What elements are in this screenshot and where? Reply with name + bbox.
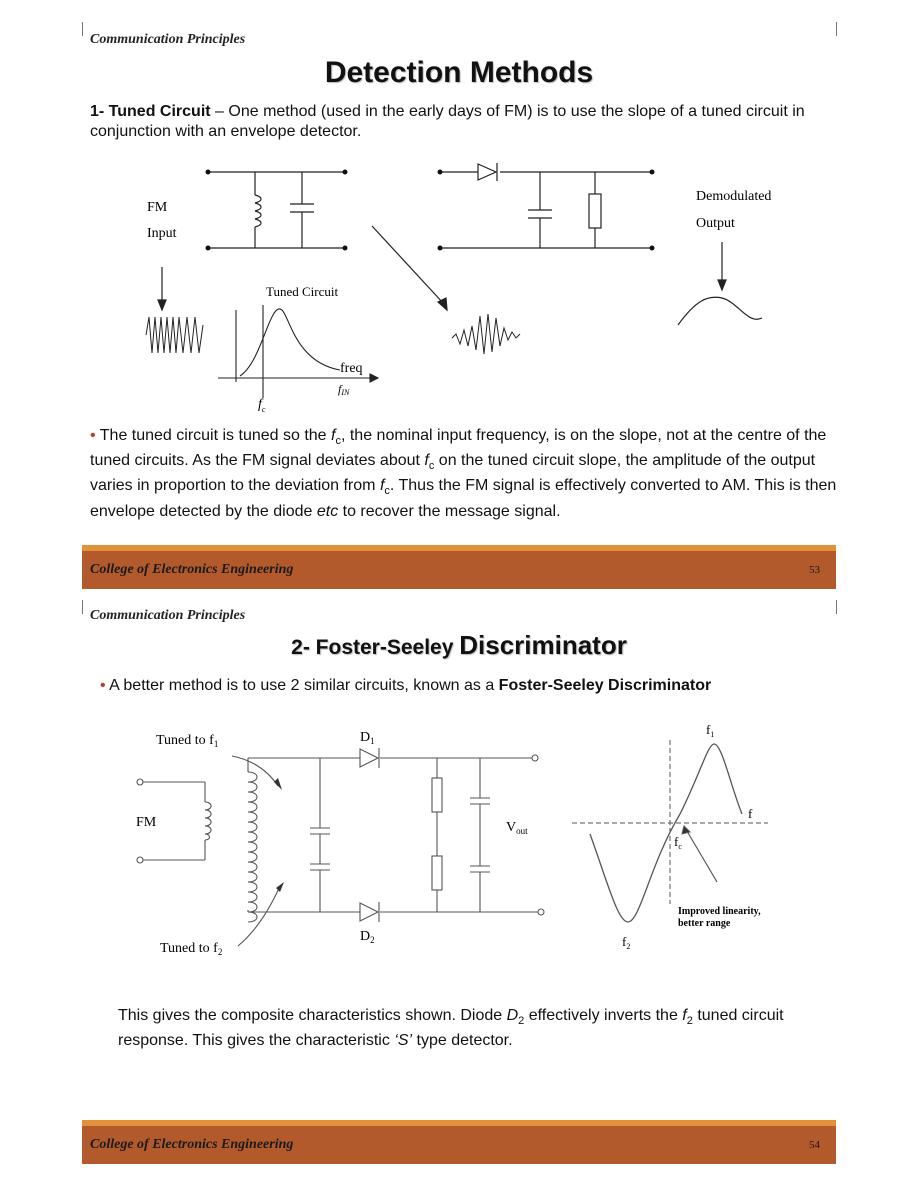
tuned-f2-sub: 2: [217, 947, 223, 957]
d1-label: [360, 730, 375, 746]
f2-sub: 2: [626, 942, 631, 951]
vout-letter: V: [506, 820, 517, 835]
intro-bold: 1- Tuned Circuit: [90, 103, 211, 120]
fm-waveform: [146, 317, 203, 353]
resistor: [589, 194, 601, 228]
bullet-text-3: on the tuned circuit slope, the amplitude of the output varies in proportion to the deviation from: [90, 452, 816, 495]
bullet-bold: Foster-Seeley Discriminator: [498, 677, 712, 694]
bullet-icon: •: [90, 427, 96, 444]
fc-label: [674, 834, 682, 851]
primary-coil-icon: [205, 802, 211, 840]
improved-linearity-label: Improved linearity,: [678, 906, 761, 917]
fc-sub: c: [428, 460, 435, 473]
better-range-label: better range: [678, 918, 731, 929]
intro-text: – One method (used in the early days of FM) is to use the slope of a tuned circuit in conjunction with an envelope detector.: [90, 103, 805, 140]
slide-footer: [82, 545, 836, 589]
f-c-sub: c: [261, 405, 266, 414]
f-c-letter: f: [258, 397, 262, 412]
slide-title: [0, 630, 918, 661]
f2-sub: 2: [686, 1015, 693, 1028]
arrow-icon: [274, 778, 282, 790]
tuned-circuit-diagram: [0, 150, 918, 420]
tuned-f2-label: [160, 941, 222, 957]
am-waveform: [452, 314, 520, 354]
s-type-text: ‘S’: [394, 1032, 413, 1050]
page-number: 54: [809, 1139, 820, 1151]
title-part-b: Discriminator: [459, 630, 627, 660]
f-in-label: [338, 382, 350, 397]
bullet-text: A better method is to use 2 similar circuits, known as a: [109, 677, 499, 694]
slide-title: Detection Methods: [324, 56, 594, 89]
demodulated-wave: [678, 297, 762, 325]
vout-label: [506, 820, 528, 836]
f-in-letter: f: [338, 382, 342, 396]
slide-header: Communication Principles: [90, 32, 246, 47]
fm-label: FM: [147, 200, 168, 215]
title-part-a: 2- Foster-Seeley: [291, 636, 460, 659]
d2-label: [360, 929, 375, 945]
tuned-f1-text: Tuned to f: [156, 733, 214, 748]
etc-text: etc: [316, 502, 339, 520]
arrow-down-icon: [718, 280, 726, 290]
bullet-paragraph: [100, 676, 840, 696]
d2-sub: 2: [518, 1015, 525, 1028]
input-label: Input: [147, 226, 177, 241]
f2-peak-label: [622, 934, 630, 951]
body-text-4: type detector.: [412, 1032, 513, 1050]
f1-letter: f: [706, 722, 711, 737]
d1-letter: D: [360, 730, 371, 745]
corner-mark-left: [82, 22, 83, 36]
fc-sub: c: [384, 485, 390, 498]
f-in-sub: IN: [341, 388, 350, 397]
slide-footer: [82, 1120, 836, 1164]
fc-symbol: f: [424, 452, 429, 470]
demodulated-label: Demodulated: [696, 189, 772, 204]
body-text-1: This gives the composite characteristics shown. Diode: [118, 1007, 507, 1024]
corner-mark-right: [836, 600, 837, 614]
f2-letter: f: [622, 934, 627, 949]
corner-mark-left: [82, 600, 83, 614]
f1-sub: 1: [710, 730, 715, 739]
tuned-f1-label: [156, 733, 218, 749]
inductor-coil: [255, 195, 261, 227]
fc-sub: c: [678, 842, 682, 851]
resistor-bottom: [432, 856, 442, 890]
page-number: 53: [809, 564, 820, 576]
footer-college: College of Electronics Engineering: [90, 562, 294, 577]
d1-sub: 1: [370, 736, 375, 746]
body-text-2: effectively inverts the: [524, 1007, 683, 1024]
intro-paragraph: [90, 102, 830, 142]
tuned-f2-text: Tuned to f: [160, 941, 218, 956]
slide-54: [0, 594, 918, 1188]
diode-icon: [478, 163, 497, 181]
footer-college: College of Electronics Engineering: [90, 1137, 294, 1152]
bullet-paragraph: [90, 426, 838, 522]
fc-symbol: f: [331, 427, 336, 444]
bullet-text-5: to recover the message signal.: [338, 502, 561, 520]
f-c-label: [258, 397, 266, 414]
fc-symbol: f: [379, 477, 385, 495]
body-text-3: tuned circuit response. This gives the characteristic: [118, 1007, 784, 1050]
d2-letter: D: [360, 929, 371, 944]
body-paragraph: [118, 1006, 818, 1051]
d2-symbol: D: [506, 1007, 519, 1024]
arrow-down-icon: [158, 300, 166, 310]
fc-letter: f: [674, 834, 679, 849]
diode-d1-icon: [360, 749, 378, 767]
bullet-icon: •: [100, 677, 106, 694]
vout-sub: out: [516, 826, 528, 836]
fc-sub: c: [335, 435, 341, 448]
freq-label: freq: [340, 361, 363, 376]
f1-peak-label: [706, 722, 714, 739]
fm-label: FM: [136, 815, 157, 830]
s-curve-plot: [572, 740, 768, 922]
f2-symbol: f: [682, 1007, 687, 1024]
output-label: Output: [696, 216, 735, 231]
d2-sub: 2: [370, 935, 375, 945]
corner-mark-right: [836, 22, 837, 36]
resistor-top: [432, 778, 442, 812]
diode-d2-icon: [360, 903, 378, 921]
slide-header: Communication Principles: [90, 608, 246, 623]
secondary-coil-icon: [248, 772, 257, 922]
f-axis-label: f: [748, 806, 753, 821]
bullet-text-4: . Thus the FM signal is effectively converted to AM. This is then envelope detected by the diode: [90, 477, 837, 520]
arrow-icon: [276, 882, 284, 892]
foster-seeley-diagram: [0, 714, 918, 964]
tuned-f1-sub: 1: [213, 739, 219, 749]
tuned-circuit-label: Tuned Circuit: [266, 284, 339, 299]
bullet-text-1: The tuned circuit is tuned so the: [99, 427, 332, 444]
bullet-text-2: , the nominal input frequency, is on the slope, not at the centre of the tuned circuits. As the FM signal deviates about: [90, 427, 827, 470]
tuned-response-plot: [218, 305, 378, 398]
